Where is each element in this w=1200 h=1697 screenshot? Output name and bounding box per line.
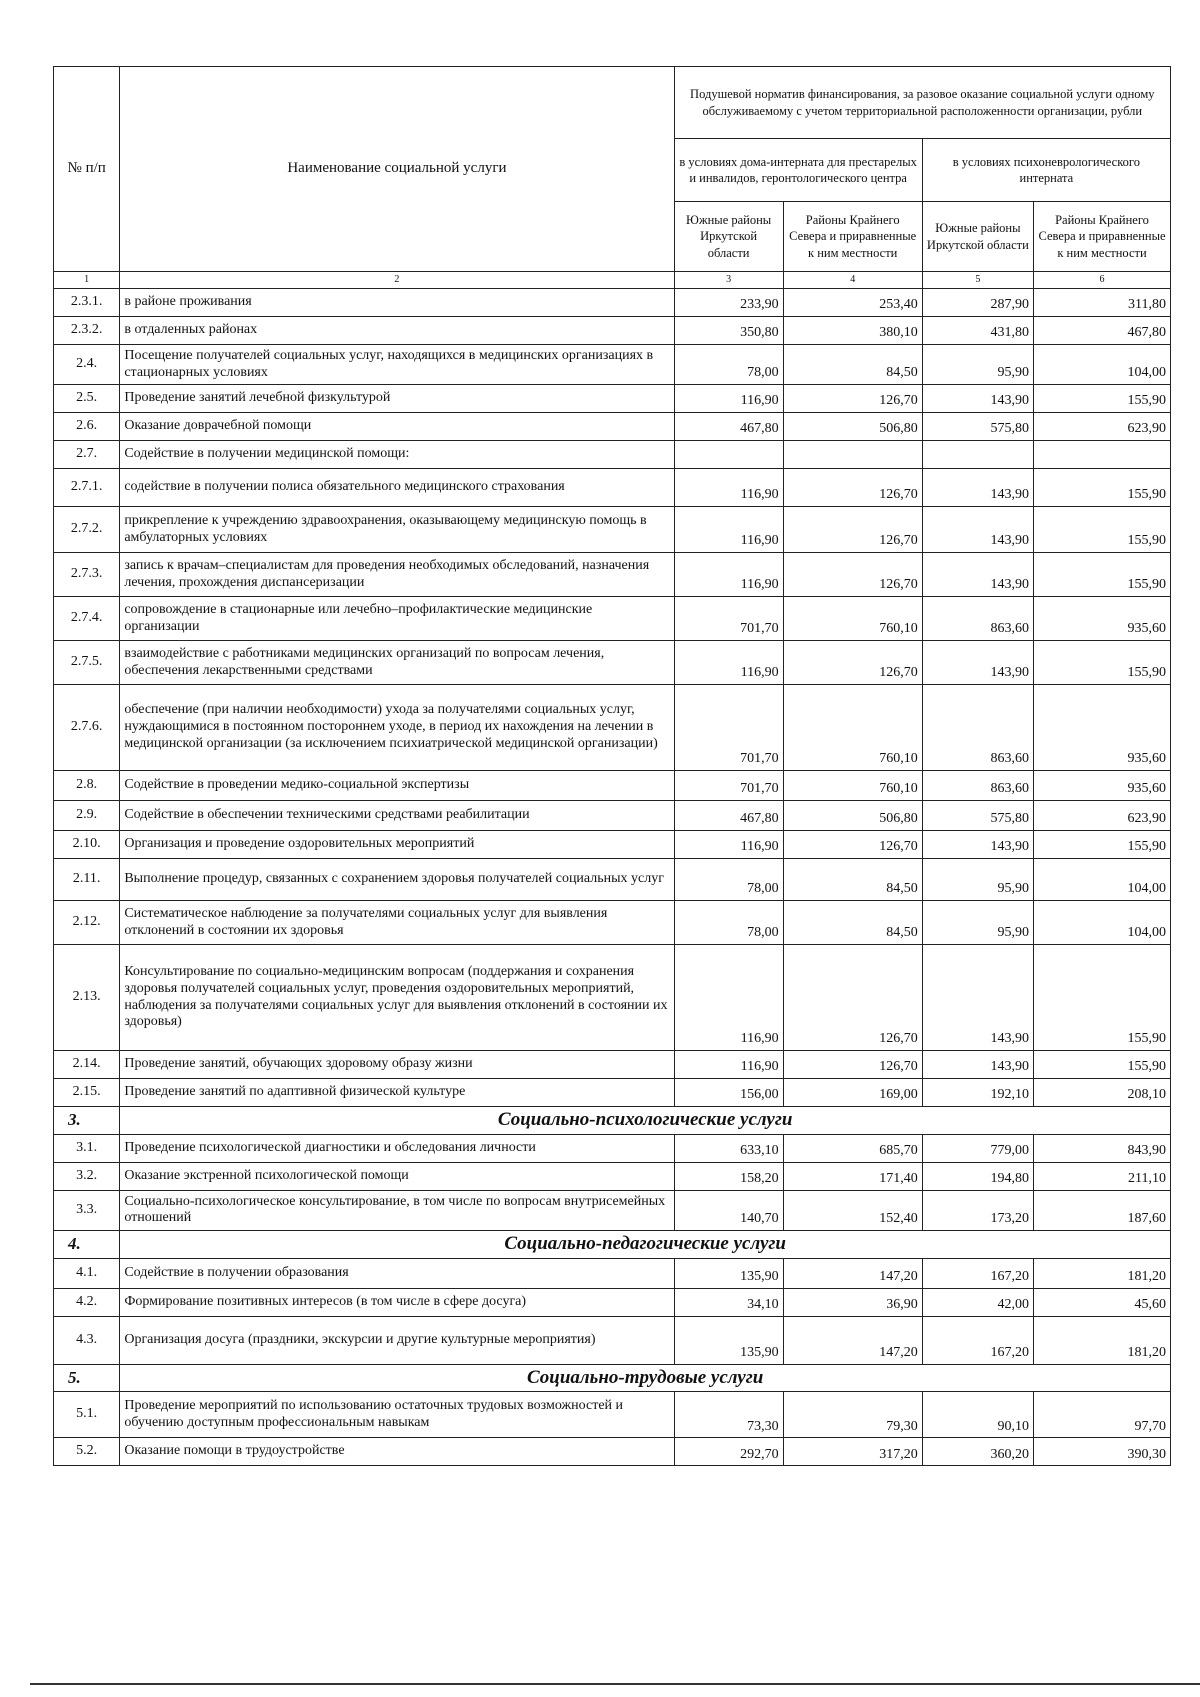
header-group-boarding-house: в условиях дома-интерната для престарелых и инвалидов, геронтологического центра [674, 139, 922, 202]
row-number: 2.6. [54, 413, 120, 441]
row-number: 2.7. [54, 441, 120, 469]
value-south-psycho: 143,90 [922, 507, 1033, 553]
section-title: Социально-психологические услуги [120, 1107, 1171, 1135]
table-row [54, 1134, 1171, 1162]
table-row [54, 289, 1171, 317]
table-row [54, 507, 1171, 553]
value-north-boarding: 506,80 [783, 413, 922, 441]
value-north-boarding: 685,70 [783, 1134, 922, 1162]
row-number: 2.9. [54, 801, 120, 831]
col-index: 1 [54, 272, 120, 289]
value-south-psycho: 287,90 [922, 289, 1033, 317]
service-name: Консультирование по социально-медицинским вопросам (поддержания и сохранения здоровья получателей социальных услуг, проведения оздоровительных мероприятий, наблюдения за получателями социальных услуг для выявления отклонений в состоянии их здоровья) [120, 945, 674, 1051]
value-south-psycho: 863,60 [922, 771, 1033, 801]
service-name: Социально-психологическое консультирование, в том числе по вопросам внутрисемейных отношений [120, 1190, 674, 1230]
service-name: в отдаленных районах [120, 317, 674, 345]
row-number: 5.2. [54, 1438, 120, 1466]
value-south-boarding: 467,80 [674, 413, 783, 441]
service-name: сопровождение в стационарные или лечебно–профилактические медицинские организации [120, 597, 674, 641]
value-south-boarding: 78,00 [674, 345, 783, 385]
table-row [54, 831, 1171, 859]
value-south-boarding: 135,90 [674, 1316, 783, 1364]
value-south-boarding: 116,90 [674, 1051, 783, 1079]
service-name: Содействие в получении медицинской помощи: [120, 441, 674, 469]
service-name: Выполнение процедур, связанных с сохранением здоровья получателей социальных услуг [120, 859, 674, 901]
value-south-boarding: 158,20 [674, 1162, 783, 1190]
value-south-psycho: 167,20 [922, 1316, 1033, 1364]
row-number: 2.7.4. [54, 597, 120, 641]
table-row [54, 1438, 1171, 1466]
table-row [54, 317, 1171, 345]
value-north-boarding: 380,10 [783, 317, 922, 345]
table-row [54, 1258, 1171, 1288]
value-south-boarding: 135,90 [674, 1258, 783, 1288]
row-number: 2.8. [54, 771, 120, 801]
header-group-psycho-neuro: в условиях психоневрологического интерната [922, 139, 1170, 202]
value-north-boarding: 147,20 [783, 1258, 922, 1288]
value-south-boarding: 292,70 [674, 1438, 783, 1466]
value-south-psycho: 360,20 [922, 1438, 1033, 1466]
value-north-boarding: 126,70 [783, 1051, 922, 1079]
row-number: 2.7.5. [54, 641, 120, 685]
row-number: 2.13. [54, 945, 120, 1051]
value-north-boarding: 506,80 [783, 801, 922, 831]
value-north-boarding: 760,10 [783, 597, 922, 641]
value-north-psycho: 155,90 [1034, 831, 1171, 859]
value-south-psycho: 143,90 [922, 641, 1033, 685]
value-north-boarding: 147,20 [783, 1316, 922, 1364]
row-number: 3.1. [54, 1134, 120, 1162]
value-north-boarding: 36,90 [783, 1288, 922, 1316]
service-name: обеспечение (при наличии необходимости) ухода за получателями социальных услуг, нуждающимися в постоянном постороннем уходе, в период их нахождения на лечении в медицинской организации (за исключением психиатрической медицинской организации) [120, 685, 674, 771]
service-name: Оказание помощи в трудоустройстве [120, 1438, 674, 1466]
value-south-psycho: 143,90 [922, 945, 1033, 1051]
row-number: 2.11. [54, 859, 120, 901]
row-number: 2.7.2. [54, 507, 120, 553]
value-north-psycho: 187,60 [1034, 1190, 1171, 1230]
value-south-boarding: 116,90 [674, 553, 783, 597]
value-south-boarding: 467,80 [674, 801, 783, 831]
row-number: 4.3. [54, 1316, 120, 1364]
table-row [54, 1288, 1171, 1316]
value-north-psycho: 390,30 [1034, 1438, 1171, 1466]
table-row [54, 1392, 1171, 1438]
table-row [54, 641, 1171, 685]
service-name: Оказание экстренной психологической помощи [120, 1162, 674, 1190]
row-number: 3.2. [54, 1162, 120, 1190]
value-north-boarding: 79,30 [783, 1392, 922, 1438]
table-row [54, 413, 1171, 441]
value-south-psycho: 863,60 [922, 597, 1033, 641]
row-number: 2.10. [54, 831, 120, 859]
value-south-boarding: 701,70 [674, 771, 783, 801]
value-south-boarding: 140,70 [674, 1190, 783, 1230]
service-name: взаимодействие с работниками медицинских организаций по вопросам лечения, обеспечения лекарственными средствами [120, 641, 674, 685]
value-south-boarding: 350,80 [674, 317, 783, 345]
value-north-psycho: 104,00 [1034, 859, 1171, 901]
value-north-psycho: 935,60 [1034, 771, 1171, 801]
service-name: Содействие в проведении медико-социальной экспертизы [120, 771, 674, 801]
value-south-psycho: 143,90 [922, 469, 1033, 507]
value-north-psycho: 181,20 [1034, 1316, 1171, 1364]
value-south-psycho: 575,80 [922, 801, 1033, 831]
value-south-psycho [922, 441, 1033, 469]
value-south-psycho: 194,80 [922, 1162, 1033, 1190]
row-number: 2.14. [54, 1051, 120, 1079]
value-south-boarding: 701,70 [674, 685, 783, 771]
col-index: 5 [922, 272, 1033, 289]
value-south-psycho: 431,80 [922, 317, 1033, 345]
value-north-psycho: 208,10 [1034, 1079, 1171, 1107]
value-south-psycho: 779,00 [922, 1134, 1033, 1162]
value-south-psycho: 143,90 [922, 831, 1033, 859]
value-south-psycho: 143,90 [922, 385, 1033, 413]
value-north-psycho: 155,90 [1034, 1051, 1171, 1079]
value-south-psycho: 192,10 [922, 1079, 1033, 1107]
table-row [54, 1316, 1171, 1364]
row-number: 2.7.3. [54, 553, 120, 597]
value-south-boarding: 116,90 [674, 641, 783, 685]
service-name: Содействие в обеспечении техническими средствами реабилитации [120, 801, 674, 831]
service-name: Организация и проведение оздоровительных мероприятий [120, 831, 674, 859]
table-row [54, 1079, 1171, 1107]
service-name: Посещение получателей социальных услуг, находящихся в медицинских организациях в стационарных условиях [120, 345, 674, 385]
service-name: в районе проживания [120, 289, 674, 317]
value-north-boarding: 126,70 [783, 831, 922, 859]
value-north-psycho: 155,90 [1034, 469, 1171, 507]
value-north-psycho: 935,60 [1034, 597, 1171, 641]
section-number: 4. [54, 1230, 120, 1258]
row-number: 2.12. [54, 901, 120, 945]
value-north-psycho: 155,90 [1034, 641, 1171, 685]
value-south-psycho: 863,60 [922, 685, 1033, 771]
value-north-psycho: 104,00 [1034, 901, 1171, 945]
value-north-psycho: 843,90 [1034, 1134, 1171, 1162]
table-row [54, 1190, 1171, 1230]
value-south-boarding: 156,00 [674, 1079, 783, 1107]
table-row [54, 385, 1171, 413]
service-name: Проведение психологической диагностики и обследования личности [120, 1134, 674, 1162]
table-row [54, 597, 1171, 641]
value-north-boarding [783, 441, 922, 469]
value-south-boarding: 116,90 [674, 831, 783, 859]
service-name: содействие в получении полиса обязательного медицинского страхования [120, 469, 674, 507]
value-north-psycho: 155,90 [1034, 507, 1171, 553]
service-name: Содействие в получении образования [120, 1258, 674, 1288]
value-south-boarding: 78,00 [674, 901, 783, 945]
value-north-boarding: 126,70 [783, 945, 922, 1051]
section-row [54, 1107, 1171, 1135]
row-number: 2.7.1. [54, 469, 120, 507]
value-south-boarding: 116,90 [674, 507, 783, 553]
value-north-psycho: 104,00 [1034, 345, 1171, 385]
table-row [54, 553, 1171, 597]
value-north-psycho: 935,60 [1034, 685, 1171, 771]
value-north-boarding: 126,70 [783, 469, 922, 507]
table-row [54, 685, 1171, 771]
table-row [54, 945, 1171, 1051]
table-row [54, 1162, 1171, 1190]
value-south-boarding: 34,10 [674, 1288, 783, 1316]
value-south-boarding: 78,00 [674, 859, 783, 901]
value-north-psycho: 45,60 [1034, 1288, 1171, 1316]
tariff-table [53, 66, 1171, 1466]
value-south-boarding: 73,30 [674, 1392, 783, 1438]
value-north-boarding: 126,70 [783, 507, 922, 553]
table-row [54, 771, 1171, 801]
header-north-a: Районы Крайнего Севера и приравненные к ним местности [783, 202, 922, 272]
section-title: Социально-трудовые услуги [120, 1364, 1171, 1392]
value-south-boarding: 116,90 [674, 945, 783, 1051]
value-north-psycho: 467,80 [1034, 317, 1171, 345]
value-north-psycho: 97,70 [1034, 1392, 1171, 1438]
value-south-boarding: 233,90 [674, 289, 783, 317]
value-south-boarding: 116,90 [674, 385, 783, 413]
service-name: запись к врачам–специалистам для проведения необходимых обследований, назначения лечения, прохождения диспансеризации [120, 553, 674, 597]
row-number: 2.3.2. [54, 317, 120, 345]
value-north-boarding: 317,20 [783, 1438, 922, 1466]
table-body [54, 289, 1171, 1466]
row-number: 2.5. [54, 385, 120, 413]
service-name: Формирование позитивных интересов (в том числе в сфере досуга) [120, 1288, 674, 1316]
value-north-psycho [1034, 441, 1171, 469]
service-name: Систематическое наблюдение за получателями социальных услуг для выявления отклонений в состоянии их здоровья [120, 901, 674, 945]
table-row [54, 1051, 1171, 1079]
header-norm: Подушевой норматив финансирования, за разовое оказание социальной услуги одному обслуживаемому с учетом территориальной расположенности организации, рубли [674, 67, 1170, 139]
table-row [54, 859, 1171, 901]
header-service-name: Наименование социальной услуги [120, 67, 674, 272]
page-bottom-rule [30, 1683, 1200, 1685]
value-north-psycho: 155,90 [1034, 945, 1171, 1051]
value-south-psycho: 575,80 [922, 413, 1033, 441]
value-north-psycho: 623,90 [1034, 413, 1171, 441]
col-index: 3 [674, 272, 783, 289]
row-number: 4.2. [54, 1288, 120, 1316]
value-south-boarding [674, 441, 783, 469]
table-row [54, 901, 1171, 945]
value-north-psycho: 623,90 [1034, 801, 1171, 831]
value-north-psycho: 155,90 [1034, 385, 1171, 413]
row-number: 2.4. [54, 345, 120, 385]
col-index: 2 [120, 272, 674, 289]
value-north-boarding: 171,40 [783, 1162, 922, 1190]
service-name: Организация досуга (праздники, экскурсии и другие культурные мероприятия) [120, 1316, 674, 1364]
value-north-boarding: 169,00 [783, 1079, 922, 1107]
service-name: Оказание доврачебной помощи [120, 413, 674, 441]
header-south-a: Южные районы Иркутской области [674, 202, 783, 272]
service-name: Проведение занятий по адаптивной физической культуре [120, 1079, 674, 1107]
value-north-psycho: 211,10 [1034, 1162, 1171, 1190]
section-row [54, 1364, 1171, 1392]
table-row [54, 345, 1171, 385]
value-south-boarding: 633,10 [674, 1134, 783, 1162]
value-south-psycho: 173,20 [922, 1190, 1033, 1230]
value-north-boarding: 760,10 [783, 771, 922, 801]
service-name: Проведение занятий, обучающих здоровому образу жизни [120, 1051, 674, 1079]
value-south-boarding: 701,70 [674, 597, 783, 641]
row-number: 2.7.6. [54, 685, 120, 771]
table-row [54, 441, 1171, 469]
value-south-psycho: 167,20 [922, 1258, 1033, 1288]
value-south-psycho: 42,00 [922, 1288, 1033, 1316]
value-south-psycho: 90,10 [922, 1392, 1033, 1438]
value-north-boarding: 84,50 [783, 345, 922, 385]
value-north-boarding: 126,70 [783, 553, 922, 597]
row-number: 4.1. [54, 1258, 120, 1288]
row-number: 2.3.1. [54, 289, 120, 317]
value-north-psycho: 181,20 [1034, 1258, 1171, 1288]
value-south-psycho: 95,90 [922, 901, 1033, 945]
row-number: 5.1. [54, 1392, 120, 1438]
header-num: № п/п [54, 67, 120, 272]
col-index: 6 [1034, 272, 1171, 289]
service-name: прикрепление к учреждению здравоохранения, оказывающему медицинскую помощь в амбулаторных условиях [120, 507, 674, 553]
row-number: 3.3. [54, 1190, 120, 1230]
value-south-psycho: 143,90 [922, 1051, 1033, 1079]
value-south-psycho: 95,90 [922, 345, 1033, 385]
table-row [54, 469, 1171, 507]
value-north-boarding: 84,50 [783, 901, 922, 945]
table-row [54, 801, 1171, 831]
section-row [54, 1230, 1171, 1258]
col-index: 4 [783, 272, 922, 289]
section-number: 3. [54, 1107, 120, 1135]
section-number: 5. [54, 1364, 120, 1392]
value-north-psycho: 311,80 [1034, 289, 1171, 317]
value-north-psycho: 155,90 [1034, 553, 1171, 597]
value-north-boarding: 152,40 [783, 1190, 922, 1230]
value-south-psycho: 143,90 [922, 553, 1033, 597]
header-south-b: Южные районы Иркутской области [922, 202, 1033, 272]
value-north-boarding: 126,70 [783, 641, 922, 685]
row-number: 2.15. [54, 1079, 120, 1107]
section-title: Социально-педагогические услуги [120, 1230, 1171, 1258]
service-name: Проведение мероприятий по использованию остаточных трудовых возможностей и обучению доступным профессиональным навыкам [120, 1392, 674, 1438]
value-south-boarding: 116,90 [674, 469, 783, 507]
value-north-boarding: 84,50 [783, 859, 922, 901]
service-name: Проведение занятий лечебной физкультурой [120, 385, 674, 413]
header-north-b: Районы Крайнего Севера и приравненные к ним местности [1034, 202, 1171, 272]
value-north-boarding: 126,70 [783, 385, 922, 413]
value-south-psycho: 95,90 [922, 859, 1033, 901]
value-north-boarding: 760,10 [783, 685, 922, 771]
value-north-boarding: 253,40 [783, 289, 922, 317]
